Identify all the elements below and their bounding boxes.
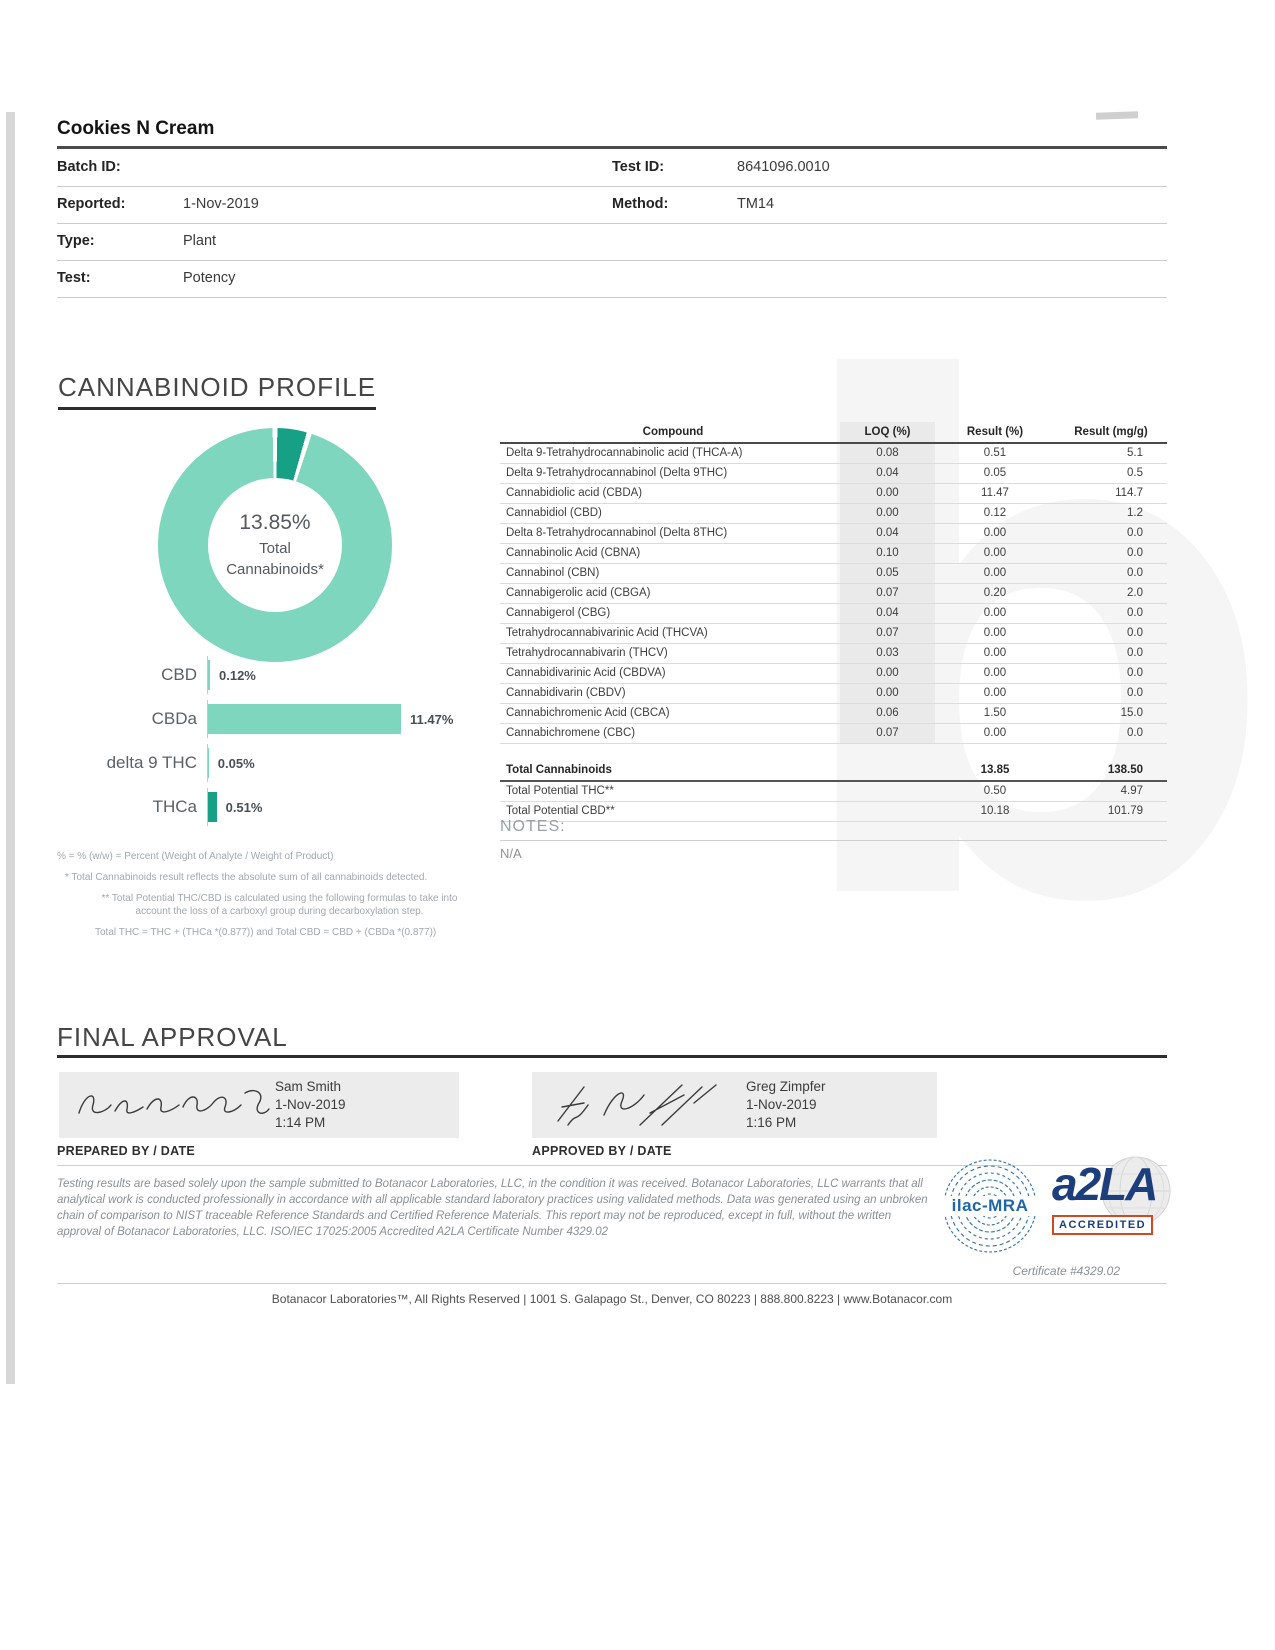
- result-pct: 0.00: [983, 547, 1007, 559]
- compound-name: Cannabinolic Acid (CBNA): [506, 547, 641, 559]
- test-id-label: Test ID:: [612, 159, 665, 175]
- result-mgg: 0.0: [1127, 527, 1143, 539]
- loq-value: 0.08: [840, 444, 935, 463]
- result-pct: 0.00: [983, 567, 1007, 579]
- compound-name: Cannabidiolic acid (CBDA): [506, 487, 643, 499]
- reported-label: Reported:: [57, 196, 126, 212]
- result-pct: 0.00: [983, 727, 1007, 739]
- loq-value: 0.07: [840, 624, 935, 643]
- type-label: Type:: [57, 233, 95, 249]
- compound-name: Delta 9-Tetrahydrocannabinol (Delta 9THC): [506, 467, 728, 479]
- bar-cbda: [208, 704, 401, 734]
- approval-rule: [57, 1055, 1167, 1058]
- total-mgg: 101.79: [1107, 805, 1143, 817]
- loq-value: 0.07: [840, 584, 935, 603]
- table-row: [500, 564, 1167, 584]
- reported-value: 1-Nov-2019: [183, 196, 259, 212]
- prepared-by-date: 1-Nov-2019: [275, 1097, 346, 1112]
- donut-center-label: [208, 478, 342, 612]
- scan-corner-artifact: [1096, 111, 1138, 119]
- loq-value: 0.00: [840, 484, 935, 503]
- donut-total-percent: 13.85%: [239, 510, 311, 534]
- loq-value: 0.04: [840, 464, 935, 483]
- info-row-1: [57, 149, 1167, 187]
- footnote-total-potential: ** Total Potential THC/CBD is calculated using the following formulas to take into account the loss of a carboxyl group during decarboxylation step.: [101, 893, 458, 917]
- result-mgg: 0.5: [1127, 467, 1143, 479]
- total-pct: 10.18: [980, 805, 1010, 817]
- bar-row-thca: [60, 788, 500, 826]
- result-mgg: 0.0: [1127, 687, 1143, 699]
- result-pct: 1.50: [983, 707, 1007, 719]
- approval-section-heading: FINAL APPROVAL: [57, 1022, 288, 1052]
- table-row: [500, 524, 1167, 544]
- bar-value-label: 0.51%: [225, 799, 263, 815]
- prepared-by-label: PREPARED BY / DATE: [57, 1144, 196, 1158]
- prepared-signature: [71, 1083, 271, 1127]
- compound-name: Cannabinol (CBN): [506, 567, 600, 579]
- footnote-percent-definition: % = % (w/w) = Percent (Weight of Analyte / Weight of Product): [57, 851, 334, 862]
- total-mgg: 4.97: [1120, 785, 1143, 797]
- result-mgg: 15.0: [1120, 707, 1143, 719]
- compound-name: Cannabigerolic acid (CBGA): [506, 587, 651, 599]
- bar-category-label: CBDa: [151, 709, 197, 728]
- table-row: [500, 664, 1167, 684]
- loq-value: 0.05: [840, 564, 935, 583]
- table-row: [500, 544, 1167, 564]
- table-row: [500, 584, 1167, 604]
- ilac-mra-seal: [942, 1158, 1038, 1254]
- scan-edge-artifact: [6, 112, 15, 1384]
- total-potential-thc-row: [500, 782, 1167, 802]
- loq-value: 0.00: [840, 684, 935, 703]
- donut-label-line3: Cannabinoids*: [226, 560, 324, 578]
- result-mgg: 5.1: [1127, 447, 1143, 459]
- table-row: [500, 504, 1167, 524]
- result-pct: 0.05: [983, 467, 1007, 479]
- compound-name: Cannabigerol (CBG): [506, 607, 611, 619]
- result-pct: 0.00: [983, 687, 1007, 699]
- compound-name: Delta 8-Tetrahydrocannabinol (Delta 8THC): [506, 527, 728, 539]
- notes-section: [500, 818, 1167, 861]
- loq-value: 0.00: [840, 664, 935, 683]
- approved-signature: [544, 1081, 734, 1129]
- cannabinoid-results-table: [500, 422, 1167, 822]
- loq-value: 0.07: [840, 724, 935, 743]
- result-pct: 0.12: [983, 507, 1007, 519]
- bar-row-cbda: [60, 700, 500, 738]
- table-row: [500, 444, 1167, 464]
- result-pct: 0.00: [983, 607, 1007, 619]
- compound-name: Delta 9-Tetrahydrocannabinolic acid (THCA-A): [506, 447, 743, 459]
- table-row: [500, 704, 1167, 724]
- result-mgg: 2.0: [1127, 587, 1143, 599]
- bar-row-delta9thc: [60, 744, 500, 782]
- notes-heading: NOTES:: [500, 818, 1167, 841]
- total-label: Total Potential THC**: [506, 785, 614, 797]
- footnote-formula: Total THC = THC + (THCa *(0.877)) and Total CBD = CBD + (CBDa *(0.877)): [95, 927, 437, 938]
- result-mgg: 0.0: [1127, 727, 1143, 739]
- result-mgg: 0.0: [1127, 567, 1143, 579]
- approved-by-label: APPROVED BY / DATE: [532, 1144, 672, 1158]
- result-pct: 0.51: [983, 447, 1007, 459]
- test-value: Potency: [183, 270, 236, 286]
- type-value: Plant: [183, 233, 217, 249]
- test-label: Test:: [57, 270, 91, 286]
- bar-value-label: 0.05%: [217, 755, 255, 771]
- total-pct: 0.50: [983, 785, 1007, 797]
- test-id-value: 8641096.0010: [737, 159, 830, 175]
- result-pct: 0.00: [983, 667, 1007, 679]
- total-cannabinoids-donut-chart: [158, 428, 392, 662]
- compound-name: Cannabidivarinic Acid (CBDVA): [506, 667, 666, 679]
- method-label: Method:: [612, 196, 669, 212]
- footnotes: [57, 850, 487, 947]
- result-pct: 0.00: [983, 627, 1007, 639]
- table-row: [500, 464, 1167, 484]
- result-mgg: 0.0: [1127, 607, 1143, 619]
- bar-category-label: CBD: [161, 665, 197, 684]
- compound-name: Cannabichromenic Acid (CBCA): [506, 707, 670, 719]
- result-mgg: 0.0: [1127, 627, 1143, 639]
- total-pct: 13.85: [980, 764, 1010, 776]
- total-mgg: 138.50: [1107, 764, 1143, 776]
- compound-name: Tetrahydrocannabivarin (THCV): [506, 647, 668, 659]
- result-pct: 0.20: [983, 587, 1007, 599]
- bar-row-cbd: [60, 656, 500, 694]
- prepared-signature-box: [59, 1072, 459, 1138]
- col-header-result-mgg: Result (mg/g): [1074, 426, 1148, 438]
- loq-value: 0.06: [840, 704, 935, 723]
- col-header-loq: LOQ (%): [840, 422, 935, 442]
- approved-by-date: 1-Nov-2019: [746, 1097, 817, 1112]
- approved-by-time: 1:16 PM: [746, 1115, 797, 1130]
- result-mgg: 1.2: [1127, 507, 1143, 519]
- compound-name: Tetrahydrocannabivarinic Acid (THCVA): [506, 627, 708, 639]
- table-header-row: [500, 422, 1167, 444]
- bar-value-label: 0.12%: [219, 667, 256, 683]
- prepared-by-name: Sam Smith: [275, 1079, 342, 1094]
- result-mgg: 114.7: [1115, 487, 1143, 499]
- certificate-number: Certificate #4329.02: [1012, 1264, 1120, 1278]
- compound-name: Cannabidiol (CBD): [506, 507, 602, 519]
- donut-label-line2: Total: [259, 539, 291, 557]
- a2la-wordmark: a2LA: [1052, 1158, 1157, 1210]
- info-row-3: [57, 223, 1167, 261]
- bar-thca: [208, 792, 217, 822]
- bar-cbd: [208, 660, 210, 690]
- accredited-label: ACCREDITED: [1052, 1215, 1153, 1235]
- bar-category-label: THCa: [152, 797, 197, 816]
- result-mgg: 0.0: [1127, 547, 1143, 559]
- ilac-mra-label: ilac-MRA: [942, 1196, 1038, 1216]
- a2la-accredited-badge: [1048, 1155, 1178, 1257]
- approved-by-name: Greg Zimpfer: [746, 1079, 826, 1094]
- disclaimer-bottom-rule: [57, 1283, 1167, 1284]
- result-mgg: 0.0: [1127, 647, 1143, 659]
- info-row-4: [57, 260, 1167, 298]
- profile-section-heading: CANNABINOID PROFILE: [58, 372, 376, 410]
- loq-value: 0.04: [840, 524, 935, 543]
- loq-value: 0.10: [840, 544, 935, 563]
- result-pct: 0.00: [983, 527, 1007, 539]
- result-pct: 11.47: [981, 487, 1009, 499]
- table-row: [500, 724, 1167, 744]
- total-label: Total Cannabinoids: [506, 764, 612, 776]
- batch-id-label: Batch ID:: [57, 159, 121, 175]
- compound-name: Cannabichromene (CBC): [506, 727, 636, 739]
- table-totals: [500, 761, 1167, 822]
- bar-delta9thc: [208, 748, 209, 778]
- table-row: [500, 684, 1167, 704]
- loq-value: 0.00: [840, 504, 935, 523]
- bar-category-label: delta 9 THC: [106, 753, 197, 772]
- prepared-by-time: 1:14 PM: [275, 1115, 326, 1130]
- bar-value-label: 11.47%: [410, 711, 454, 727]
- notes-value: N/A: [500, 846, 522, 861]
- table-row: [500, 644, 1167, 664]
- product-title: Cookies N Cream: [57, 118, 215, 139]
- info-row-2: [57, 186, 1167, 224]
- footnote-total-cannabinoids: * Total Cannabinoids result reflects the absolute sum of all cannabinoids detected.: [65, 872, 428, 883]
- loq-value: 0.03: [840, 644, 935, 663]
- total-cannabinoids-row: [500, 761, 1167, 782]
- cannabinoid-bar-chart: [60, 656, 500, 832]
- disclaimer-text: Testing results are based solely upon the sample submitted to Botanacor Laboratories, LLC, in the condition it was received. Botanacor Laboratories, LLC warrants that all analytical work is conducted professionally in accordance with all applicable standard laboratory practices using validated methods. Data was generated using an unbroken chain of comparison to NIST traceable Reference Standards and Certified Reference Materials. This report may not be reproduced, except in full, without the written approval of Botanacor Laboratories, LLC. ISO/IEC 17025:2005 Accredited A2LA Certificate Number 4329.02: [57, 1178, 928, 1238]
- col-header-compound: Compound: [642, 426, 704, 438]
- col-header-result-pct: Result (%): [966, 426, 1024, 438]
- table-row: [500, 484, 1167, 504]
- table-row: [500, 624, 1167, 644]
- result-mgg: 0.0: [1127, 667, 1143, 679]
- total-label: Total Potential CBD**: [506, 805, 615, 817]
- loq-value: 0.04: [840, 604, 935, 623]
- approved-signature-box: [532, 1072, 937, 1138]
- footer-contact-line: Botanacor Laboratories™, All Rights Reserved | 1001 S. Galapago St., Denver, CO 80223 | 888.800.8223 | www.Botanacor.com: [271, 1292, 953, 1306]
- method-value: TM14: [737, 196, 775, 212]
- table-row: [500, 604, 1167, 624]
- result-pct: 0.00: [983, 647, 1007, 659]
- compound-name: Cannabidivarin (CBDV): [506, 687, 626, 699]
